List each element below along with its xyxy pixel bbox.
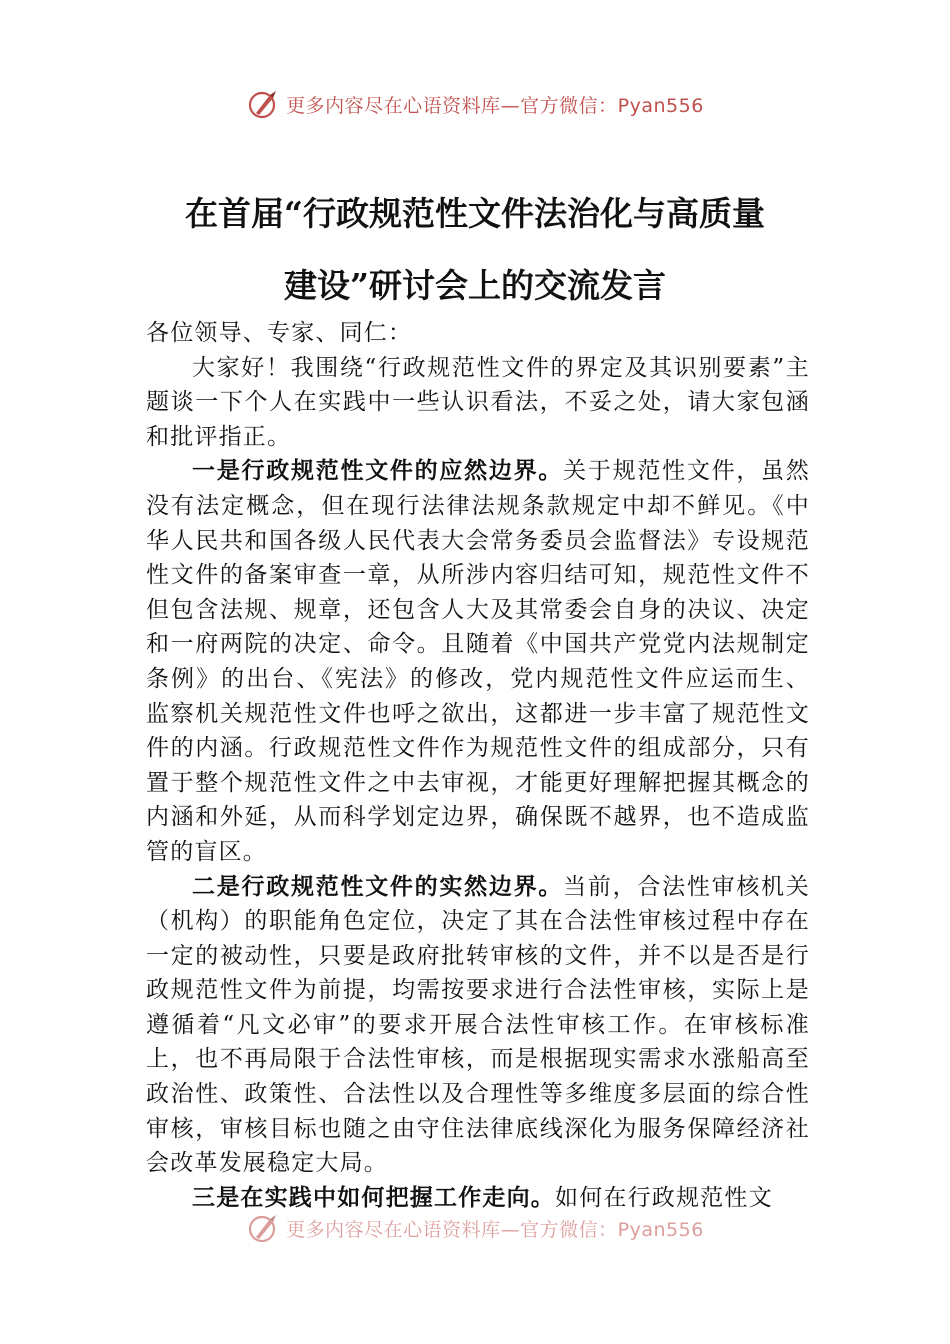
document-title xyxy=(100,178,850,322)
top-watermark-text: 更多内容尽在心语资料库—官方微信：Pyan556 xyxy=(286,94,704,117)
section-text-1: 关于规范性文件，虽然没有法定概念，但在现行法律法规条款规定中却不鲜见。《中华人民共和国各级人民代表大会常务委员会监督法》专设规范性文件的备案审查一章，从所涉内容归结可知，规范性文件不但包含法规、规章，还包含人大及其常委会自身的决议、决定和一府两院的决定、命令。且随着《中国共产党党内法规制定条例》的出台、《宪法》的修改，党内规范性文件应运而生、监察机关规范性文件也呼之欲出，这都进一步丰富了规范性文件的内涵。行政规范性文件作为规范性文件的组成部分，只有置于整个规范性文件之中去审视，才能更好理解把握其概念的内涵和外延，从而科学划定边界，确保既不越界，也不造成监管的盲区。 xyxy=(146,458,811,865)
title-line-1: 在首届“行政规范性文件法治化与高质量 xyxy=(185,194,765,233)
top-watermark-banner xyxy=(0,84,950,124)
section-heading-1: 一是行政规范性文件的应然边界。 xyxy=(192,457,564,485)
intro-paragraph: 大家好！我围绕“行政规范性文件的界定及其识别要素”主题谈一下个人在实践中一些认识看法，不妥之处，请大家包涵和批评指正。 xyxy=(146,354,810,450)
section-heading-3: 三是在实践中如何把握工作走向。 xyxy=(192,1183,555,1211)
section-text-2: 当前，合法性审核机关（机构）的职能角色定位，决定了其在合法性审核过程中存在一定的被动性，只要是政府批转审核的文件，并不以是否是行政规范性文件为前提，均需按要求进行合法性审核，实际上是遵循着“凡文必审”的要求开展合法性审核工作。在审核标准上，也不再局限于合法性审核，而是根据现实需求水涨船高至政治性、政策性、合法性以及合理性等多维度多层面的综合性审核，审核目标也随之由守住法律底线深化为服务保障经济社会改革发展稳定大局。 xyxy=(146,873,811,1177)
title-line-2: 建设”研讨会上的交流发言 xyxy=(284,266,666,305)
quill-pen-logo-icon xyxy=(246,87,280,121)
quill-pen-logo-icon xyxy=(246,1211,280,1245)
section-text-3: 如何在行政规范性文 xyxy=(555,1184,773,1211)
section-paragraph-1 xyxy=(146,454,810,869)
section-paragraph-2 xyxy=(146,870,810,1181)
salutation: 各位领导、专家、同仁： xyxy=(146,320,413,346)
bottom-watermark-text: 更多内容尽在心语资料库—官方微信：Pyan556 xyxy=(286,1218,704,1241)
bottom-watermark-banner xyxy=(0,1208,950,1248)
document-body xyxy=(146,316,810,1215)
section-heading-2: 二是行政规范性文件的实然边界。 xyxy=(192,872,564,900)
